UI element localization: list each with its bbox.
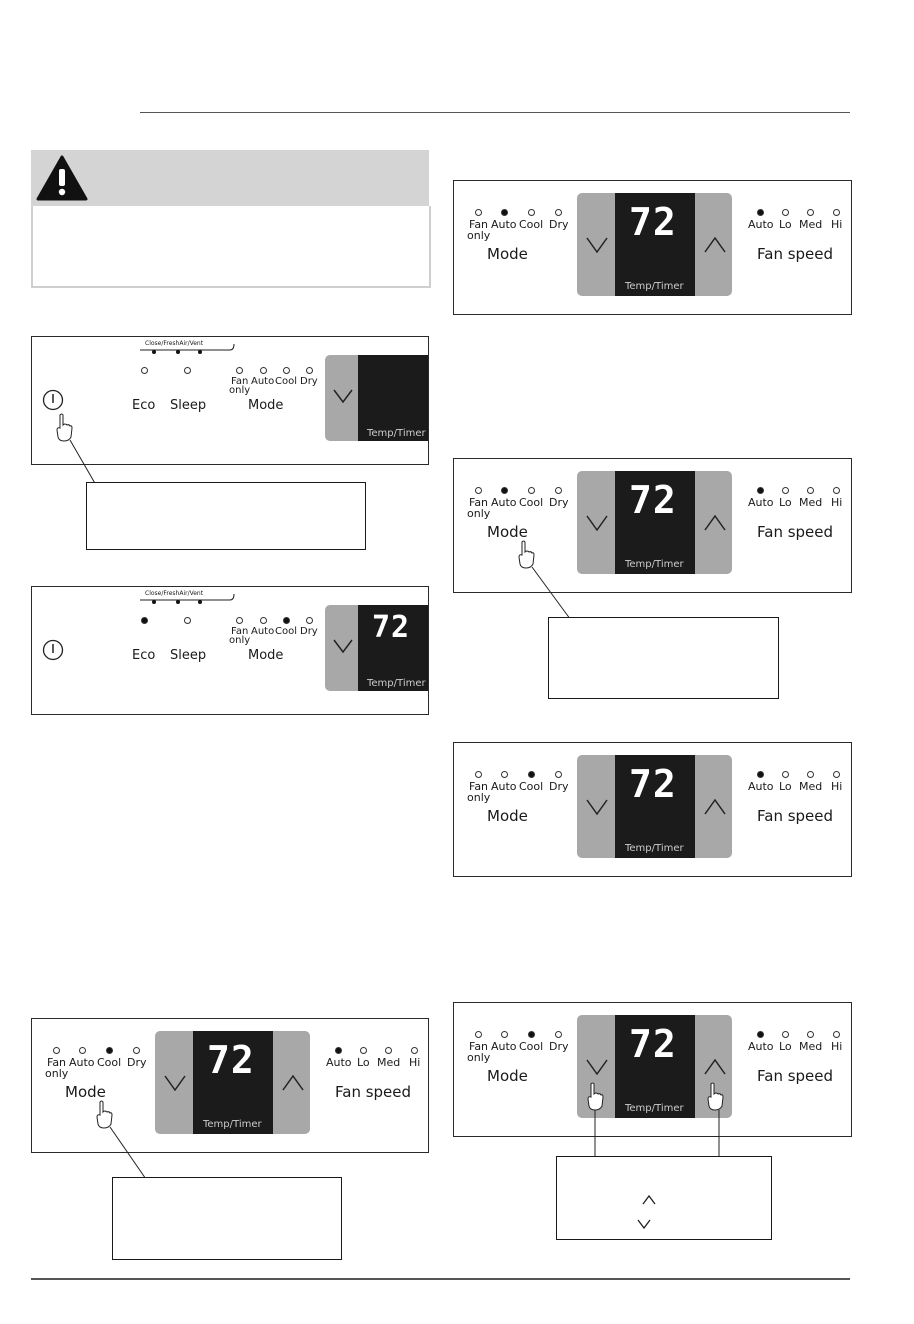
mode-fan-label-2: only	[467, 791, 491, 804]
mode-dry-label: Dry	[300, 376, 318, 387]
mode-fan-label-2: only	[467, 1051, 491, 1064]
mode-button[interactable]: Mode	[248, 398, 284, 413]
mode-button-2[interactable]: Mode	[248, 648, 284, 663]
temp-timer-label: Temp/Timer	[625, 559, 684, 570]
close-fresh-vent-label: Close/FreshAir/Vent	[145, 340, 204, 347]
mode-auto-label: Auto	[491, 1040, 517, 1053]
speed-auto-label: Auto	[748, 780, 774, 793]
mode-auto-label: Auto	[491, 218, 517, 231]
speed-auto-label: Auto	[748, 496, 774, 509]
mode-dry-label: Dry	[549, 218, 569, 231]
mode-auto-label: Auto	[69, 1056, 95, 1069]
fan-speed-button[interactable]: Fan speed	[757, 245, 834, 263]
mode-fan-label-2: only	[467, 507, 491, 520]
fan-speed-button[interactable]: Fan speed	[335, 1083, 412, 1101]
fan-speed-button[interactable]: Fan speed	[757, 807, 834, 825]
eco-button-2[interactable]: Eco	[132, 648, 156, 663]
speed-hi-label: Hi	[831, 1040, 843, 1053]
speed-lo-label: Lo	[779, 218, 792, 231]
sleep-button[interactable]: Sleep	[170, 398, 207, 413]
mode-auto-label: Auto	[491, 496, 517, 509]
speed-med-label: Med	[799, 1040, 823, 1053]
footer-rule	[31, 1278, 850, 1280]
mode-button[interactable]: Mode	[65, 1083, 106, 1101]
close-fresh-vent-label-2: Close/FreshAir/Vent	[145, 590, 204, 597]
mode-fan-label: Fan	[231, 376, 249, 387]
mode-button[interactable]: Mode	[487, 523, 528, 541]
mode-cool-label: Cool	[275, 376, 297, 387]
speed-lo-label: Lo	[779, 496, 792, 509]
mode-cool-label: Cool	[519, 780, 544, 793]
mode-auto-label: Auto	[251, 376, 275, 387]
temp-timer-label: Temp/Timer	[203, 1119, 262, 1130]
mode-cool-label: Cool	[97, 1056, 122, 1069]
mode-auto-label: Auto	[251, 626, 275, 637]
callout-temp-adjust	[556, 1156, 772, 1240]
mode-fan-label-2: only	[45, 1067, 69, 1080]
mode-auto-label: Auto	[491, 780, 517, 793]
speed-auto-label: Auto	[326, 1056, 352, 1069]
fan-speed-button[interactable]: Fan speed	[757, 523, 834, 541]
speed-lo-label: Lo	[779, 780, 792, 793]
temp-timer-label: Temp/Timer	[367, 428, 426, 439]
temp-value: 72	[629, 478, 677, 522]
temp-value: 72	[207, 1038, 255, 1082]
mode-dry-label: Dry	[549, 1040, 569, 1053]
temp-timer-label: Temp/Timer	[625, 281, 684, 292]
speed-hi-label: Hi	[831, 218, 843, 231]
speed-hi-label: Hi	[831, 780, 843, 793]
mode-fan-label: Fan	[469, 1040, 489, 1053]
temp-timer-label: Temp/Timer	[367, 678, 426, 689]
chevron-down-icon	[637, 1219, 651, 1229]
sleep-button-2[interactable]: Sleep	[170, 648, 207, 663]
mode-fan-label: Fan	[469, 218, 489, 231]
mode-fan-label: Fan	[47, 1056, 67, 1069]
mode-button[interactable]: Mode	[487, 245, 528, 263]
mode-dry-label: Dry	[127, 1056, 147, 1069]
temp-timer-label: Temp/Timer	[625, 843, 684, 854]
mode-fan-label: Fan	[469, 496, 489, 509]
temp-timer-label: Temp/Timer	[625, 1103, 684, 1114]
speed-lo-label: Lo	[357, 1056, 370, 1069]
mode-button[interactable]: Mode	[487, 807, 528, 825]
speed-hi-label: Hi	[831, 496, 843, 509]
speed-auto-label: Auto	[748, 218, 774, 231]
mode-button[interactable]: Mode	[487, 1067, 528, 1085]
speed-med-label: Med	[799, 218, 823, 231]
speed-med-label: Med	[799, 780, 823, 793]
temp-value: 72	[629, 762, 677, 806]
mode-dry-label: Dry	[300, 626, 318, 637]
mode-cool-label: Cool	[519, 496, 544, 509]
mode-cool-label: Cool	[275, 626, 297, 637]
mode-fan-label: Fan	[231, 626, 249, 637]
mode-fan-label-2: only	[229, 635, 251, 646]
fan-speed-button[interactable]: Fan speed	[757, 1067, 834, 1085]
speed-lo-label: Lo	[779, 1040, 792, 1053]
mode-fan-label-2: only	[467, 229, 491, 242]
mode-cool-label: Cool	[519, 218, 544, 231]
temp-value: 72	[629, 200, 677, 244]
speed-hi-label: Hi	[409, 1056, 421, 1069]
mode-dry-label: Dry	[549, 496, 569, 509]
temp-value: 72	[629, 1022, 677, 1066]
mode-dry-label: Dry	[549, 780, 569, 793]
speed-med-label: Med	[377, 1056, 401, 1069]
mode-fan-label: Fan	[469, 780, 489, 793]
speed-med-label: Med	[799, 496, 823, 509]
mode-cool-label: Cool	[519, 1040, 544, 1053]
temp-value: 72	[372, 610, 411, 645]
speed-auto-label: Auto	[748, 1040, 774, 1053]
chevron-up-icon	[642, 1195, 656, 1205]
mode-fan-label-2: only	[229, 385, 251, 396]
eco-button[interactable]: Eco	[132, 398, 156, 413]
